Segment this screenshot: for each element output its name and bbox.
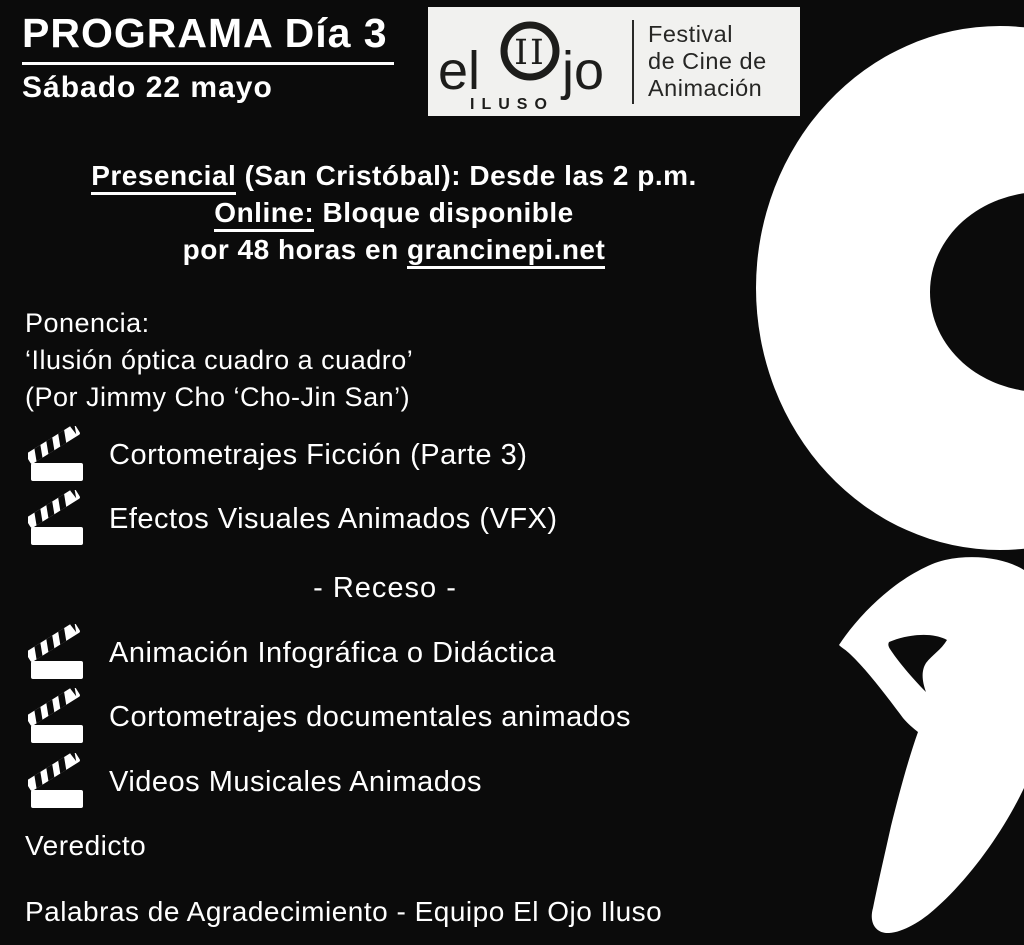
access-line-duration	[0, 231, 788, 268]
access-info	[0, 157, 788, 268]
duration-text: por 48 horas en	[182, 234, 407, 265]
clapperboard-icon	[28, 753, 94, 811]
presencial-label: Presencial	[91, 160, 236, 195]
schedule-item-label: Animación Infográfica o Didáctica	[109, 636, 556, 669]
logo-roman-numeral: II	[514, 33, 546, 73]
logo-sub-word: ILUSO	[470, 96, 554, 112]
clapperboard-icon	[28, 624, 94, 682]
schedule-item-label: Cortometrajes Ficción (Parte 3)	[109, 438, 528, 471]
talk-block	[25, 305, 413, 416]
festival-tagline	[648, 21, 767, 102]
clapperboard-icon	[28, 688, 94, 746]
talk-speaker: (Por Jimmy Cho ‘Cho-Jin San’)	[25, 382, 411, 412]
website-url: grancinepi.net	[407, 234, 605, 269]
event-date: Sábado 22 mayo	[22, 71, 273, 105]
thanks-line: Palabras de Agradecimiento - Equipo El Ojo Iluso	[25, 896, 663, 927]
schedule-row	[28, 425, 527, 485]
el-ojo-iluso-logo	[436, 11, 628, 112]
online-details: Bloque disponible	[314, 197, 574, 228]
festival-logo-box	[428, 7, 800, 116]
logo-word-end: jo	[562, 41, 605, 101]
logo-divider-line	[632, 20, 634, 104]
page-title: PROGRAMA Día 3	[22, 10, 394, 65]
verdict-line: Veredicto	[25, 830, 147, 861]
tagline-line: Animación	[648, 75, 763, 101]
online-label: Online:	[214, 197, 314, 232]
tagline-line: de Cine de	[648, 48, 767, 74]
presencial-details: (San Cristóbal): Desde las 2 p.m.	[236, 160, 697, 191]
tagline-line: Festival	[648, 21, 733, 47]
schedule-row	[28, 687, 631, 747]
schedule-item-label: Cortometrajes documentales animados	[109, 700, 632, 733]
schedule-item-label: Efectos Visuales Animados (VFX)	[109, 502, 558, 535]
header	[22, 10, 394, 105]
schedule-item-label: Videos Musicales Animados	[109, 765, 483, 798]
break-row: - Receso -	[313, 572, 457, 604]
clapperboard-icon	[28, 426, 94, 484]
clapperboard-icon	[28, 490, 94, 548]
schedule-row	[28, 489, 558, 549]
schedule-row	[28, 623, 556, 683]
talk-label: Ponencia:	[25, 308, 150, 338]
talk-title: ‘Ilusión óptica cuadro a cuadro’	[25, 345, 414, 375]
mascot-legs-shape	[839, 557, 1024, 933]
access-line-online	[0, 194, 788, 231]
schedule-row	[28, 752, 482, 812]
access-line-presencial	[0, 157, 788, 194]
logo-word-start: el	[438, 41, 481, 101]
